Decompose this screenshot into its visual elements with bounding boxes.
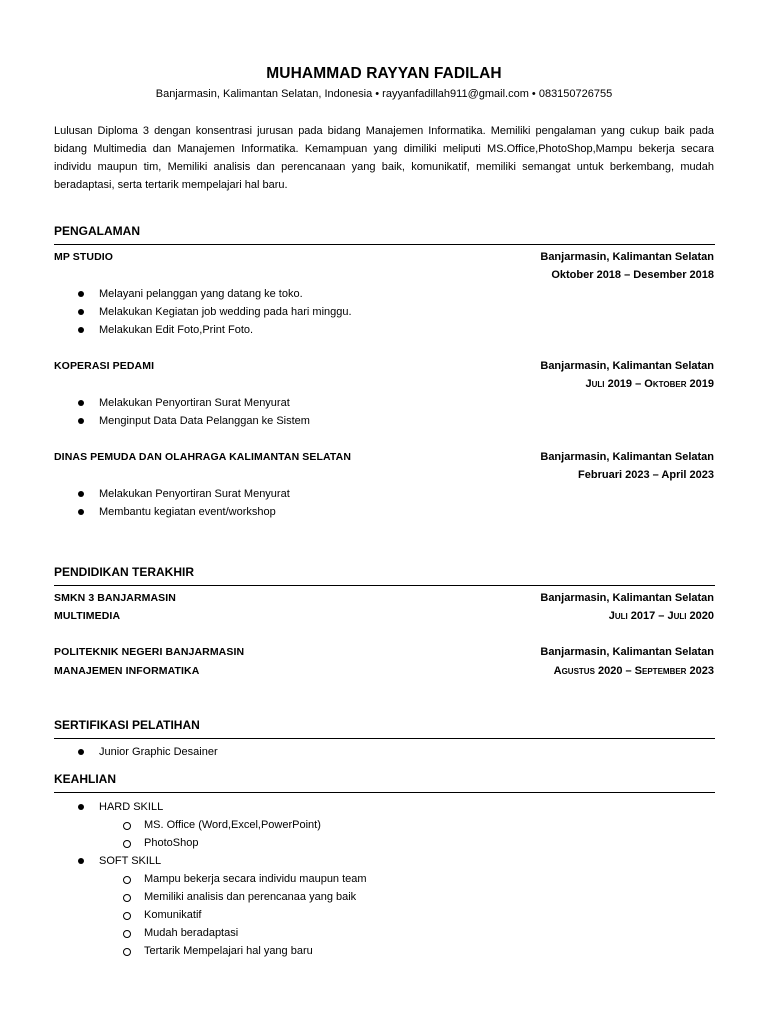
experience-location: Banjarmasin, Kalimantan Selatan bbox=[540, 251, 714, 263]
experience-location: Banjarmasin, Kalimantan Selatan bbox=[540, 360, 714, 372]
list-item: Melakukan Penyortiran Surat Menyurat bbox=[78, 394, 310, 412]
education-major: MANAJEMEN INFORMATIKA bbox=[54, 665, 200, 677]
list-item: Melakukan Edit Foto,Print Foto. bbox=[78, 321, 352, 339]
education-period: Agustus 2020 – September 2023 bbox=[553, 665, 714, 677]
education-school: POLITEKNIK NEGERI BANJARMASIN bbox=[54, 646, 245, 658]
education-period: Juli 2017 – Juli 2020 bbox=[608, 610, 714, 622]
list-item: Junior Graphic Desainer bbox=[78, 743, 218, 761]
resume-name: MUHAMMAD RAYYAN FADILAH bbox=[266, 65, 502, 82]
section-title-skills: KEAHLIAN bbox=[54, 772, 116, 786]
skills-list bbox=[78, 852, 161, 870]
hard-skill-list bbox=[99, 816, 321, 852]
education-location: Banjarmasin, Kalimantan Selatan bbox=[540, 592, 714, 604]
experience-period: Oktober 2018 – Desember 2018 bbox=[551, 269, 714, 281]
experience-org: KOPERASI PEDAMI bbox=[54, 360, 155, 372]
section-divider bbox=[54, 585, 715, 586]
section-divider bbox=[54, 738, 715, 739]
skills-list bbox=[78, 798, 163, 816]
list-item: Melayani pelanggan yang datang ke toko. bbox=[78, 285, 352, 303]
hard-skill-label: HARD SKILL bbox=[78, 798, 163, 816]
soft-skill-list bbox=[99, 870, 367, 960]
list-item: Melakukan Penyortiran Surat Menyurat bbox=[78, 485, 290, 503]
list-item: MS. Office (Word,Excel,PowerPoint) bbox=[99, 816, 321, 834]
experience-period: Juli 2019 – Oktober 2019 bbox=[585, 378, 714, 390]
section-title-education: PENDIDIKAN TERAKHIR bbox=[54, 565, 195, 579]
experience-org: MP STUDIO bbox=[54, 251, 114, 263]
list-item: Tertarik Mempelajari hal yang baru bbox=[99, 942, 367, 960]
section-title-experience: PENGALAMAN bbox=[54, 224, 140, 238]
experience-org: DINAS PEMUDA DAN OLAHRAGA KALIMANTAN SELATAN bbox=[54, 451, 352, 463]
list-item: Memiliki analisis dan perencanaa yang baik bbox=[99, 888, 367, 906]
experience-location: Banjarmasin, Kalimantan Selatan bbox=[540, 451, 714, 463]
experience-duties bbox=[78, 394, 310, 430]
education-school: SMKN 3 BANJARMASIN bbox=[54, 592, 176, 604]
section-title-certification: SERTIFIKASI PELATIHAN bbox=[54, 718, 200, 732]
list-item: Komunikatif bbox=[99, 906, 367, 924]
education-location: Banjarmasin, Kalimantan Selatan bbox=[540, 646, 714, 658]
certification-list bbox=[78, 743, 218, 761]
summary-paragraph: Lulusan Diploma 3 dengan konsentrasi jurusan pada bidang Manajemen Informatika. Memiliki pengalaman yang cukup baik pada bidang Multimedia dan Manajemen Informatika. Kemampuan yang dimiliki meliputi MS.Office,PhotoShop,Mampu bekerja secara individu maupun tim, Memiliki analisis dan perencanaan yang baik, komunikatif, memiliki semangat untuk berkembang, mudah beradaptasi, serta tertarik mempelajari hal baru. bbox=[54, 125, 714, 191]
list-item: Mudah beradaptasi bbox=[99, 924, 367, 942]
list-item: Mampu bekerja secara individu maupun team bbox=[99, 870, 367, 888]
list-item: PhotoShop bbox=[99, 834, 321, 852]
experience-duties bbox=[78, 485, 290, 521]
experience-duties bbox=[78, 285, 352, 339]
list-item: Menginput Data Data Pelanggan ke Sistem bbox=[78, 412, 310, 430]
experience-period: Februari 2023 – April 2023 bbox=[578, 469, 714, 481]
contact-line: Banjarmasin, Kalimantan Selatan, Indonesia • rayyanfadillah911@gmail.com • 083150726755 bbox=[155, 88, 613, 100]
section-divider bbox=[54, 792, 715, 793]
list-item: Melakukan Kegiatan job wedding pada hari minggu. bbox=[78, 303, 352, 321]
list-item: Membantu kegiatan event/workshop bbox=[78, 503, 290, 521]
section-divider bbox=[54, 244, 715, 245]
soft-skill-label: SOFT SKILL bbox=[78, 852, 161, 870]
education-major: MULTIMEDIA bbox=[54, 610, 121, 622]
